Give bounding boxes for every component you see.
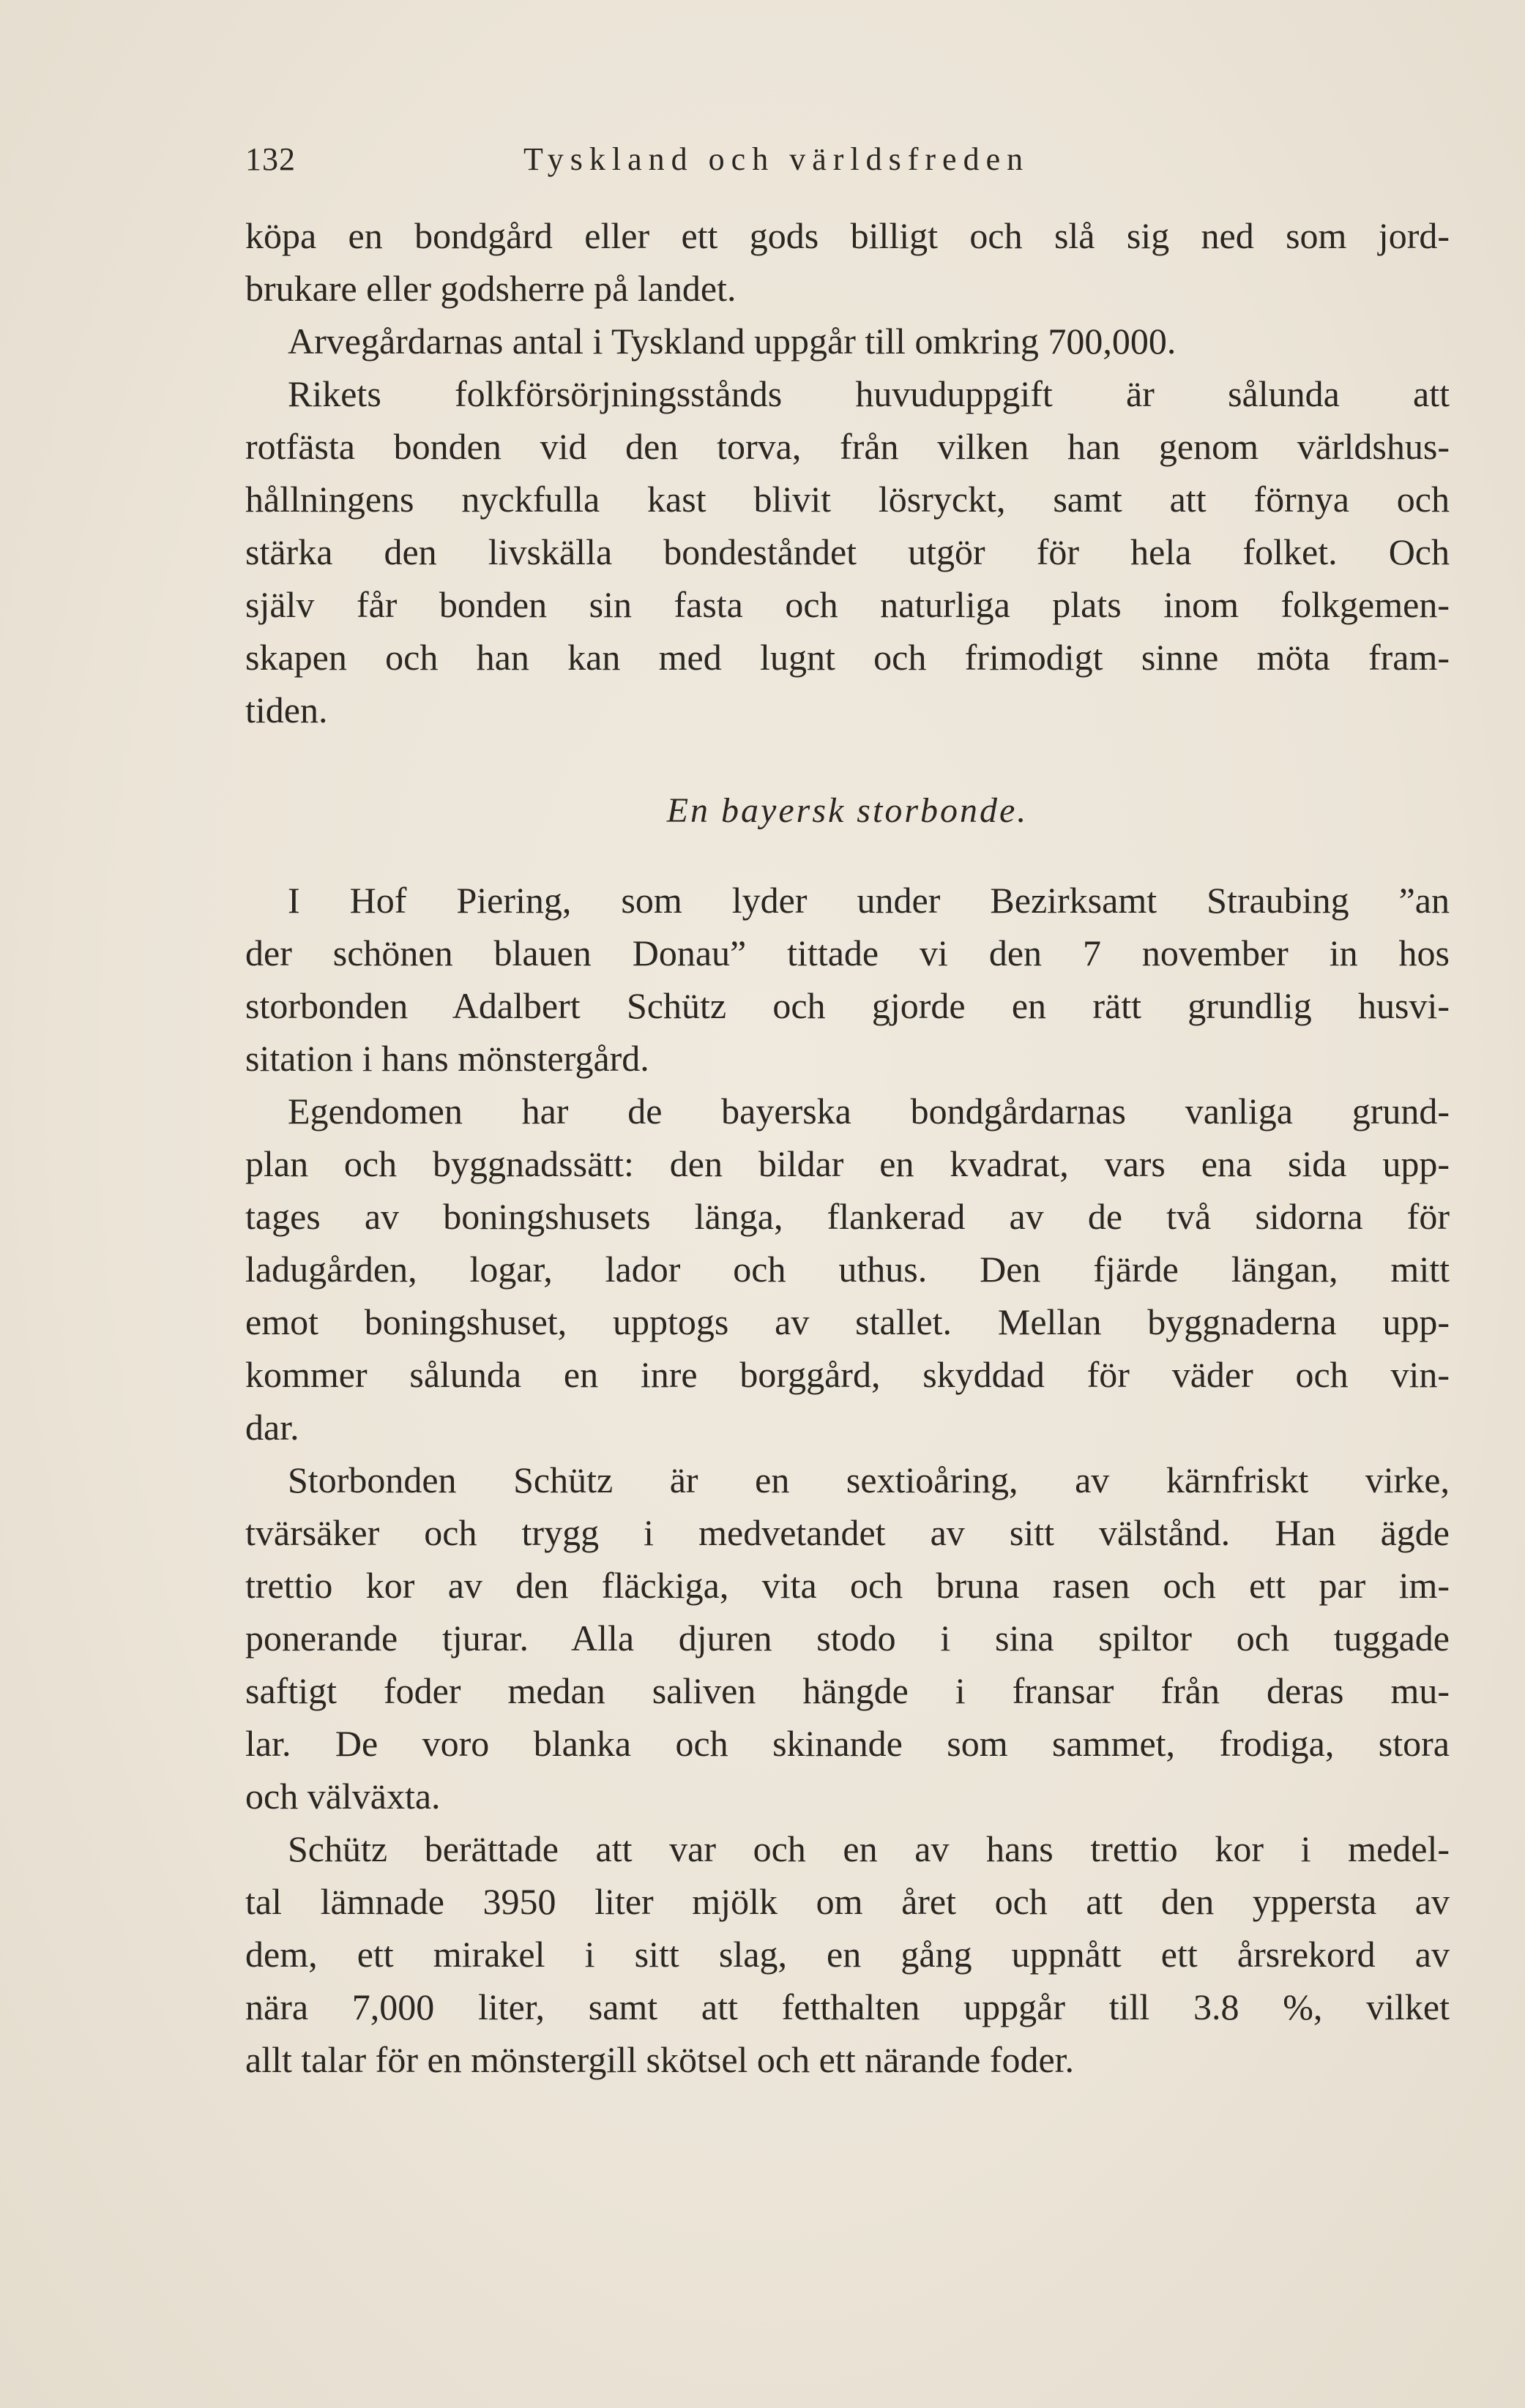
- text-line: och välväxta.: [245, 1776, 441, 1817]
- text-line: lar. De voro blanka och skinande som sammet, frodiga, stora: [245, 1723, 1450, 1764]
- text-line: trettio kor av den fläckiga, vita och bruna rasen och ett par im-: [245, 1565, 1450, 1606]
- text-line: tages av boningshusets länga, flankerad av de två sidorna för: [245, 1196, 1450, 1237]
- text-line: rotfästa bonden vid den torva, från vilken han genom världshus-: [245, 426, 1450, 467]
- page-header: [245, 141, 1455, 184]
- running-title: Tyskland och världsfreden: [523, 141, 1030, 177]
- page-number: 132: [245, 141, 296, 177]
- section-heading: En bayersk storbonde.: [666, 791, 1029, 830]
- text-line: I Hof Piering, som lyder under Bezirksamt Straubing ”an: [288, 880, 1450, 921]
- text-line: dem, ett mirakel i sitt slag, en gång uppnått ett årsrekord av: [245, 1934, 1450, 1975]
- text-line: Egendomen har de bayerska bondgårdarnas vanliga grund-: [288, 1091, 1450, 1132]
- text-line: tiden.: [245, 689, 328, 730]
- paragraphs-before-heading: [245, 209, 1450, 736]
- text-line: saftigt foder medan saliven hängde i fransar från deras mu-: [245, 1670, 1450, 1711]
- text-line: Storbonden Schütz är en sextioåring, av kärnfriskt virke,: [288, 1459, 1450, 1500]
- text-line: plan och byggnadssätt: den bildar en kvadrat, vars ena sida upp-: [245, 1143, 1450, 1184]
- text-line: tvärsäker och trygg i medvetandet av sitt välstånd. Han ägde: [245, 1512, 1450, 1553]
- body-text: [245, 209, 1450, 2086]
- text-line: nära 7,000 liter, samt att fetthalten uppgår till 3.8 %, vilket: [245, 1986, 1450, 2027]
- text-line: själv får bonden sin fasta och naturliga plats inom folkgemen-: [245, 584, 1450, 625]
- text-line: köpa en bondgård eller ett gods billigt och slå sig ned som jord-: [245, 215, 1450, 256]
- text-line: skapen och han kan med lugnt och frimodigt sinne möta fram-: [245, 637, 1450, 678]
- text-line: Schütz berättade att var och en av hans trettio kor i medel-: [288, 1828, 1450, 1869]
- text-line: ladugården, logar, lador och uthus. Den fjärde längan, mitt: [245, 1249, 1450, 1290]
- text-line: allt talar för en mönstergill skötsel och ett närande foder.: [245, 2039, 1075, 2080]
- text-line: stärka den livskälla bondeståndet utgör för hela folket. Och: [245, 531, 1450, 572]
- text-line: brukare eller godsherre på landet.: [245, 268, 737, 309]
- text-line: ponerande tjurar. Alla djuren stodo i sina spiltor och tuggade: [245, 1618, 1450, 1659]
- text-line: Rikets folkförsörjningsstånds huvuduppgift är sålunda att: [288, 373, 1450, 414]
- text-line: dar.: [245, 1407, 299, 1448]
- text-line: emot boningshuset, upptogs av stallet. Mellan byggnaderna upp-: [245, 1301, 1450, 1342]
- text-line: hållningens nyckfulla kast blivit lösryckt, samt att förnya och: [245, 479, 1450, 520]
- text-line: kommer sålunda en inre borggård, skyddad för väder och vin-: [245, 1354, 1450, 1395]
- text-line: storbonden Adalbert Schütz och gjorde en rätt grundlig husvi-: [245, 985, 1450, 1026]
- text-line: tal lämnade 3950 liter mjölk om året och att den yppersta av: [245, 1881, 1450, 1922]
- text-line: der schönen blauen Donau” tittade vi den 7 november in hos: [245, 932, 1450, 973]
- paragraphs-after-heading: [245, 874, 1450, 2086]
- text-line: Arvegårdarnas antal i Tyskland uppgår till omkring 700,000.: [288, 321, 1177, 362]
- text-line: sitation i hans mönstergård.: [245, 1038, 649, 1079]
